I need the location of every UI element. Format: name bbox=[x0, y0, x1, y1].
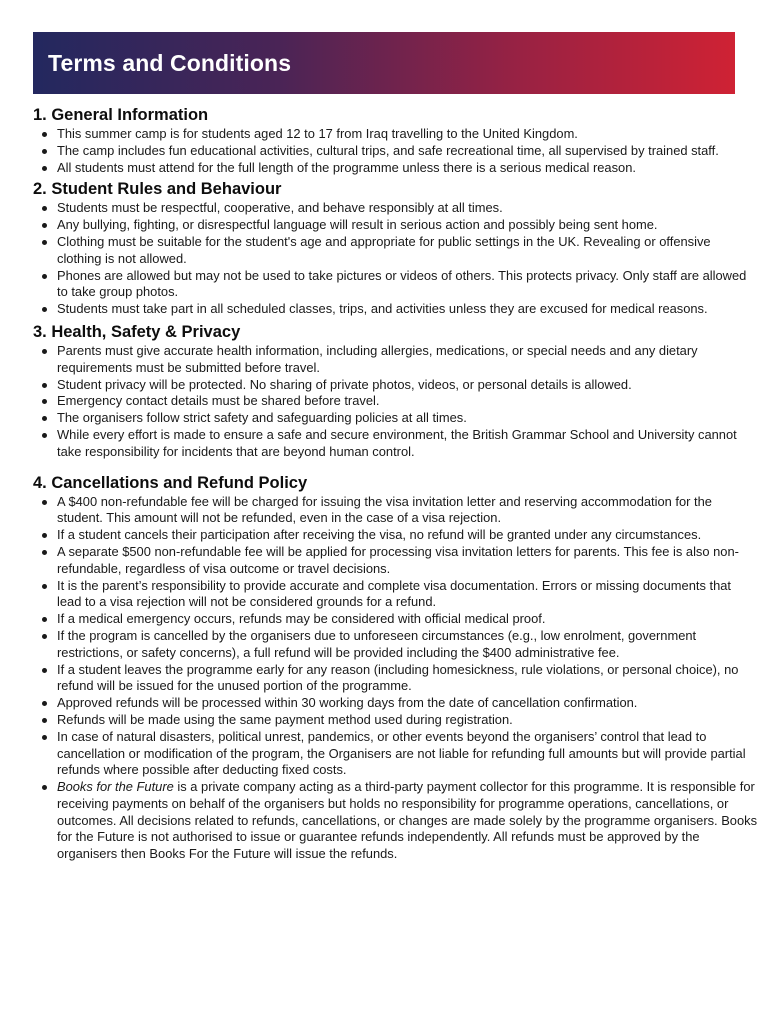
list-item: If the program is cancelled by the organisers due to unforeseen circumstances (e.g., low enrolment, government restrictions, or safety concerns), a full refund will be provided including the $400 administrative fee. bbox=[57, 628, 758, 662]
section-health-safety-privacy bbox=[33, 321, 758, 461]
section-student-rules bbox=[33, 178, 758, 318]
company-name: Books for the Future bbox=[57, 779, 174, 795]
section-general-information bbox=[33, 104, 758, 176]
list-item: In case of natural disasters, political unrest, pandemics, or other events beyond the organisers’ control that lead to cancellation or modification of the program, the Organisers are not liable for refunding full amounts but will provide partial refunds where possible after deducting fixed costs. bbox=[57, 729, 758, 779]
list-item: While every effort is made to ensure a safe and secure environment, the British Grammar School and University cannot take responsibility for incidents that are beyond human control. bbox=[57, 427, 758, 461]
list-item: Students must be respectful, cooperative, and behave responsibly at all times. bbox=[57, 200, 758, 217]
list-item: Emergency contact details must be shared before travel. bbox=[57, 393, 758, 410]
list-item: Clothing must be suitable for the student's age and appropriate for public settings in the UK. Revealing or offensive clothing is not allowed. bbox=[57, 234, 758, 268]
list-item: Any bullying, fighting, or disrespectful language will result in serious action and possibly being sent home. bbox=[57, 217, 758, 234]
section-cancellations-refunds bbox=[33, 472, 758, 864]
list-item: A separate $500 non-refundable fee will be applied for processing visa invitation letters for parents. This fee is also non-refundable, regardless of visa outcome or travel decisions. bbox=[57, 544, 758, 578]
bullet-list bbox=[33, 343, 758, 461]
list-item: Student privacy will be protected. No sharing of private photos, videos, or personal details is allowed. bbox=[57, 377, 758, 394]
document-body bbox=[33, 104, 758, 863]
list-item: The organisers follow strict safety and safeguarding policies at all times. bbox=[57, 410, 758, 427]
list-item-text: is a private company acting as a third-party payment collector for this programme. It is responsible for receiving payments on behalf of the organisers but holds no responsibility for programme operations, cancellations, or outcomes. All decisions related to refunds, cancellations, or changes are made solely by the programme organisers. Books for the Future is not authorised to issue or guarantee refunds independently. All refunds must be approved by the organisers then Books For the Future will issue the refunds. bbox=[57, 779, 758, 862]
list-item: Phones are allowed but may not be used to take pictures or videos of others. This protects privacy. Only staff are allowed to take group photos. bbox=[57, 268, 758, 302]
section-heading: 3. Health, Safety & Privacy bbox=[33, 322, 241, 341]
section-heading: 4. Cancellations and Refund Policy bbox=[33, 473, 308, 492]
section-heading: 1. General Information bbox=[33, 106, 209, 124]
list-item: All students must attend for the full length of the programme unless there is a serious medical reason. bbox=[57, 160, 758, 177]
bullet-list bbox=[33, 200, 758, 318]
list-item-payment-collector bbox=[57, 779, 758, 863]
list-item: If a student leaves the programme early for any reason (including homesickness, rule violations, or personal choice), no refund will be issued for the unused portion of the programme. bbox=[57, 662, 758, 696]
bullet-list bbox=[33, 494, 758, 864]
list-item: Approved refunds will be processed within 30 working days from the date of cancellation confirmation. bbox=[57, 695, 758, 712]
list-item: Students must take part in all scheduled classes, trips, and activities unless they are excused for medical reasons. bbox=[57, 301, 758, 318]
list-item: This summer camp is for students aged 12 to 17 from Iraq travelling to the United Kingdom. bbox=[57, 126, 758, 143]
list-item: A $400 non-refundable fee will be charged for issuing the visa invitation letter and reserving accommodation for the student. This amount will not be refunded, even in the case of a visa rejection. bbox=[57, 494, 758, 528]
section-heading: 2. Student Rules and Behaviour bbox=[33, 180, 282, 199]
page-title: Terms and Conditions bbox=[48, 49, 292, 76]
title-banner bbox=[33, 32, 735, 94]
list-item: It is the parent’s responsibility to provide accurate and complete visa documentation. Errors or missing documents that lead to a visa rejection will not be considered grounds for a refund. bbox=[57, 578, 758, 612]
list-item: Parents must give accurate health information, including allergies, medications, or special needs and any dietary requirements must be submitted before travel. bbox=[57, 343, 758, 377]
list-item: Refunds will be made using the same payment method used during registration. bbox=[57, 712, 758, 729]
list-item: If a student cancels their participation after receiving the visa, no refund will be granted under any circumstances. bbox=[57, 527, 758, 544]
bullet-list bbox=[33, 126, 758, 176]
list-item: The camp includes fun educational activities, cultural trips, and safe recreational time, all supervised by trained staff. bbox=[57, 143, 758, 160]
list-item: If a medical emergency occurs, refunds may be considered with official medical proof. bbox=[57, 611, 758, 628]
